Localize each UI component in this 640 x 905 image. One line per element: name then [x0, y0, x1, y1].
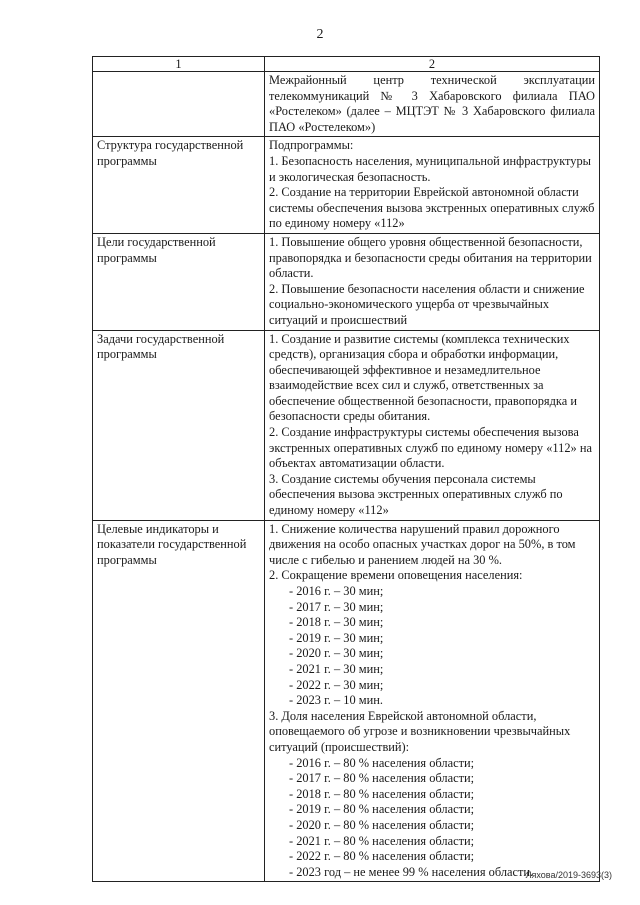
indicator-subitem: - 2016 г. – 30 мин; — [289, 584, 384, 598]
table-header-row — [93, 57, 600, 72]
table-row-structure — [93, 137, 600, 234]
indicator-subitem: - 2020 г. – 80 % населения области; — [289, 817, 475, 832]
row-value-tasks — [265, 330, 600, 520]
task-line: 2. Создание инфраструктуры системы обеспечения вызова экстренных оперативных служб по единому номеру «112» на объектах автоматизации области. — [269, 425, 592, 471]
table-row-goals — [93, 233, 600, 330]
table-row-executor-continued — [93, 72, 600, 137]
indicator-subitem: - 2018 г. – 80 % населения области; — [289, 786, 475, 801]
indicator-subitem: - 2023 год – не менее 99 % населения области. — [289, 864, 534, 879]
header-col-2: 2 — [265, 57, 600, 72]
task-line: 3. Создание системы обучения персонала системы обеспечения вызова экстренных оперативных служб по единому номеру «112» — [269, 471, 563, 518]
goal-line: 2. Повышение безопасности населения области и снижение социально-экономического ущерба от чрезвычайных ситуаций и происшествий — [269, 281, 585, 327]
indicator-subitem: - 2021 г. – 30 мин; — [289, 661, 384, 676]
row-label-indicators: Целевые индикаторы и показатели государственной программы — [93, 520, 265, 882]
row-label-empty — [93, 72, 265, 137]
structure-line: Подпрограммы: — [269, 138, 354, 153]
header-col-1: 1 — [93, 57, 265, 72]
page-number: 2 — [316, 27, 324, 42]
row-label-goals: Цели государственной программы — [93, 233, 265, 330]
document-footer-code: Ляхова/2019-3693(3) — [525, 870, 612, 880]
table-row-tasks — [93, 330, 600, 520]
indicator-subitem: - 2019 г. – 80 % населения области; — [289, 802, 475, 817]
row-value-indicators — [265, 520, 600, 882]
program-passport-table — [92, 56, 600, 882]
indicator-subitem: - 2022 г. – 80 % населения области; — [289, 849, 475, 864]
structure-line: 2. Создание на территории Еврейской автономной области системы обеспечения вызова экстренных оперативных служб по единому номеру «112» — [269, 185, 595, 231]
row-value-goals — [265, 233, 600, 330]
row-label-structure: Структура государственной программы — [93, 137, 265, 234]
indicator-subitem: - 2017 г. – 30 мин; — [289, 599, 384, 614]
indicator-item: 2. Сокращение времени оповещения населения: — [269, 568, 523, 583]
indicator-item: 1. Снижение количества нарушений правил дорожного движения на особо опасных участках дорог на 50%, в том числе с гибелью и ранением людей на 30 %. — [269, 521, 576, 567]
task-line: 1. Создание и развитие системы (комплекса технических средств), организация сбора и обработки информации, обеспечивающей эффективное и незамедлительное взаимодействие всех сил и служб, ответственных за обеспечение общественной безопасности, правопорядка и безопасности среды обитания. — [269, 331, 577, 424]
indicator-subitem: - 2021 г. – 80 % населения области; — [289, 833, 475, 848]
indicator-subitem: - 2018 г. – 30 мин; — [289, 615, 384, 630]
row-label-tasks: Задачи государственной программы — [93, 330, 265, 520]
structure-line: 1. Безопасность населения, муниципальной инфраструктуры и экологическая безопасность. — [269, 153, 592, 184]
row-value-executor: Межрайонный центр технической эксплуатации телекоммуникаций № 3 Хабаровского филиала ПАО «Ростелеком» (далее – МЦТЭТ № 3 Хабаровского филиала ПАО «Ростелеком») — [265, 72, 600, 137]
goal-line: 1. Повышение общего уровня общественной безопасности, правопорядка и безопасности среды обитания на территории области. — [269, 234, 592, 281]
indicator-subitem: - 2019 г. – 30 мин; — [289, 630, 384, 645]
indicator-subitem: - 2022 г. – 30 мин; — [289, 677, 384, 692]
indicator-subitem: - 2017 г. – 80 % населения области; — [289, 771, 475, 786]
indicator-item: 3. Доля населения Еврейской автономной области, оповещаемого об угрозе и возникновении чрезвычайных ситуаций (происшествий): — [269, 708, 571, 754]
indicator-subitem: - 2020 г. – 30 мин; — [289, 646, 384, 661]
indicator-subitem: - 2016 г. – 80 % населения области; — [289, 755, 475, 770]
table-row-indicators — [93, 520, 600, 882]
indicator-subitem: - 2023 г. – 10 мин. — [289, 693, 383, 708]
row-value-structure — [265, 137, 600, 234]
